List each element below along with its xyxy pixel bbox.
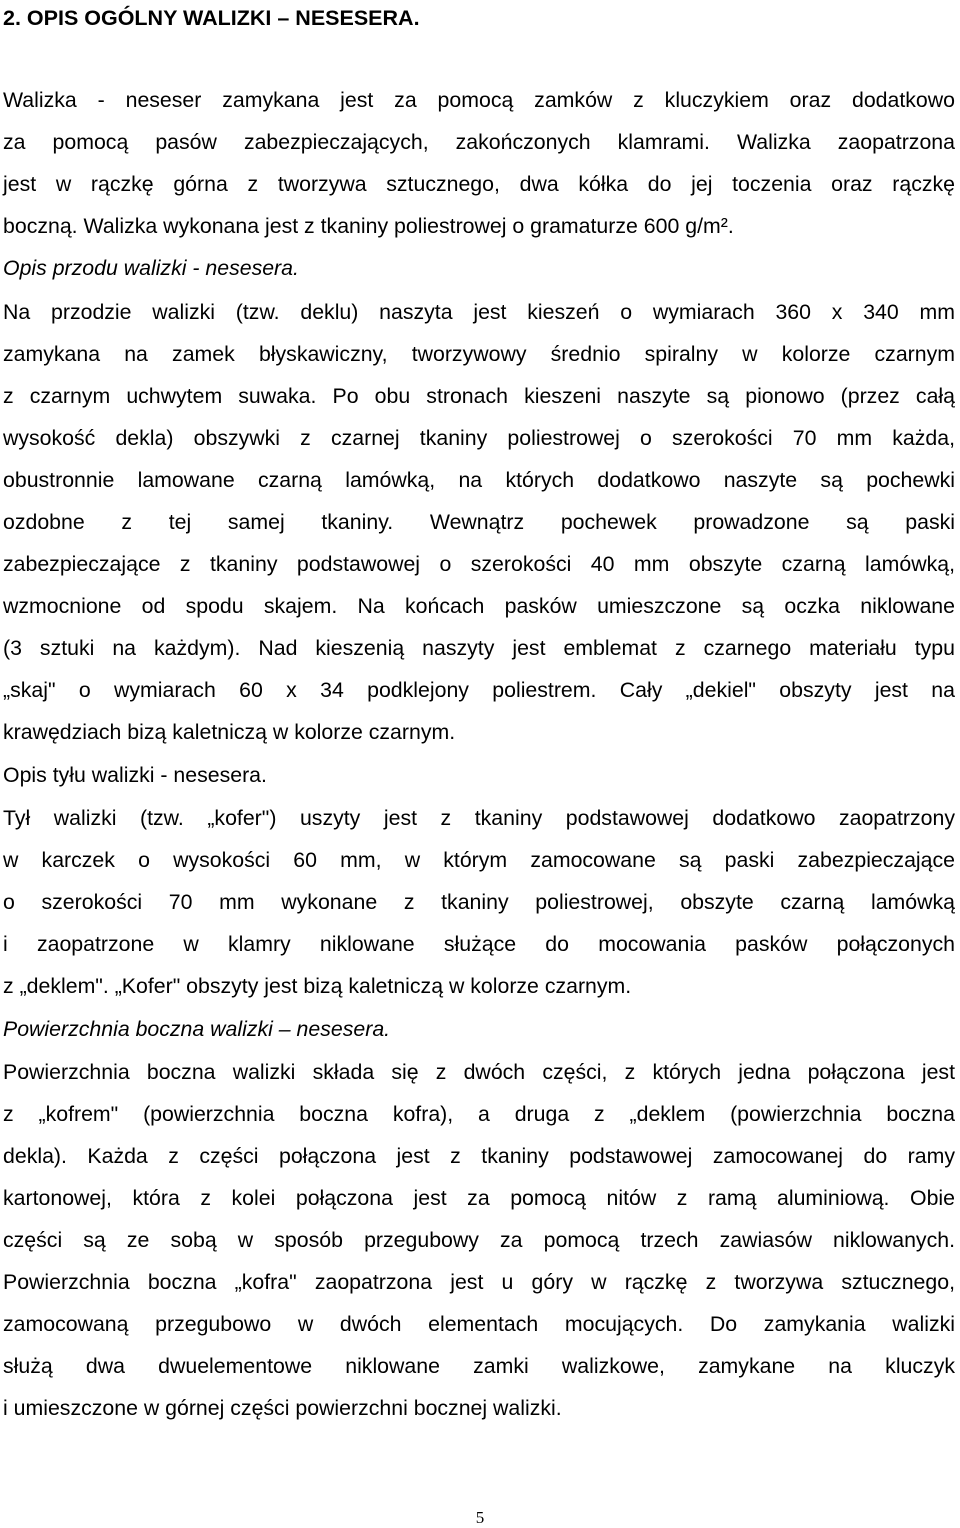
text-line: wysokość dekla) obszywki z czarnej tkaniny poliestrowej o szerokości 70 mm każda,	[3, 426, 955, 450]
text-line: służą dwa dwuelementowe niklowane zamki walizkowe, zamykane na kluczyk	[3, 1354, 955, 1378]
page-number: 5	[475, 1508, 485, 1527]
text-line: części są ze sobą w sposób przegubowy za pomocą trzech zawiasów niklowanych.	[3, 1228, 955, 1252]
side-paragraph	[3, 1051, 955, 1429]
text-line: z „deklem". „Kofer" obszyty jest bizą kaletniczą w kolorze czarnym.	[3, 974, 632, 998]
text-line: Powierzchnia boczna walizki składa się z dwóch części, z których jedna połączona jest	[3, 1060, 955, 1084]
text-line: krawędziach bizą kaletniczą w kolorze czarnym.	[3, 720, 456, 744]
text-line: z czarnym uchwytem suwaka. Po obu stronach kieszeni naszyte są pionowo (przez całą	[3, 384, 955, 408]
front-subheading: Opis przodu walizki - nesesera.	[3, 256, 299, 280]
section-heading: 2. OPIS OGÓLNY WALIZKI – NESESERA.	[3, 6, 420, 30]
back-paragraph	[3, 797, 955, 1007]
text-line: ozdobne z tej samej tkaniny. Wewnątrz pochewek prowadzone są paski	[3, 510, 955, 534]
text-line: za pomocą pasów zabezpieczających, zakończonych klamrami. Walizka zaopatrzona	[3, 130, 955, 154]
back-subheading: Opis tyłu walizki - nesesera.	[3, 763, 267, 787]
text-line: „skaj" o wymiarach 60 x 34 podklejony poliestrem. Cały „dekiel" obszyty jest na	[3, 678, 955, 702]
text-line: kartonowej, która z kolei połączona jest za pomocą nitów z ramą aluminiową. Obie	[3, 1186, 955, 1210]
text-line: Walizka - neseser zamykana jest za pomocą zamków z kluczykiem oraz dodatkowo	[3, 88, 955, 112]
text-line: dekla). Każda z części połączona jest z tkaniny podstawowej zamocowanej do ramy	[3, 1144, 955, 1168]
text-line: boczną. Walizka wykonana jest z tkaniny poliestrowej o gramaturze 600 g/m².	[3, 214, 734, 238]
side-subheading: Powierzchnia boczna walizki – nesesera.	[3, 1017, 391, 1041]
text-line: obustronnie lamowane czarną lamówką, na których dodatkowo naszyte są pochewki	[3, 468, 955, 492]
text-line: (3 sztuki na każdym). Nad kieszenią naszyty jest emblemat z czarnego materiału typu	[3, 636, 955, 660]
intro-paragraph	[3, 79, 955, 247]
text-line: Powierzchnia boczna „kofra" zaopatrzona jest u góry w rączkę z tworzywa sztucznego,	[3, 1270, 955, 1294]
text-line: w karczek o wysokości 60 mm, w którym zamocowane są paski zabezpieczające	[3, 848, 955, 872]
text-line: zabezpieczające z tkaniny podstawowej o szerokości 40 mm obszyte czarną lamówką,	[3, 552, 955, 576]
text-line: z „kofrem" (powierzchnia boczna kofra), a druga z „deklem (powierzchnia boczna	[3, 1102, 955, 1126]
text-line: i umieszczone w górnej części powierzchni bocznej walizki.	[3, 1396, 562, 1420]
text-line: zamykana na zamek błyskawiczny, tworzywowy średnio spiralny w kolorze czarnym	[3, 342, 955, 366]
text-line: wzmocnione od spodu skajem. Na końcach pasków umieszczone są oczka niklowane	[3, 594, 955, 618]
text-line: Na przodzie walizki (tzw. deklu) naszyta jest kieszeń o wymiarach 360 x 340 mm	[3, 300, 955, 324]
text-line: jest w rączkę górna z tworzywa sztucznego, dwa kółka do jej toczenia oraz rączkę	[3, 172, 955, 196]
text-line: Tył walizki (tzw. „kofer") uszyty jest z tkaniny podstawowej dodatkowo zaopatrzony	[3, 806, 955, 830]
text-line: i zaopatrzone w klamry niklowane służące do mocowania pasków połączonych	[3, 932, 955, 956]
front-paragraph	[3, 291, 955, 753]
text-line: zamocowaną przegubowo w dwóch elementach mocujących. Do zamykania walizki	[3, 1312, 955, 1336]
text-line: o szerokości 70 mm wykonane z tkaniny poliestrowej, obszyte czarną lamówką	[3, 890, 955, 914]
